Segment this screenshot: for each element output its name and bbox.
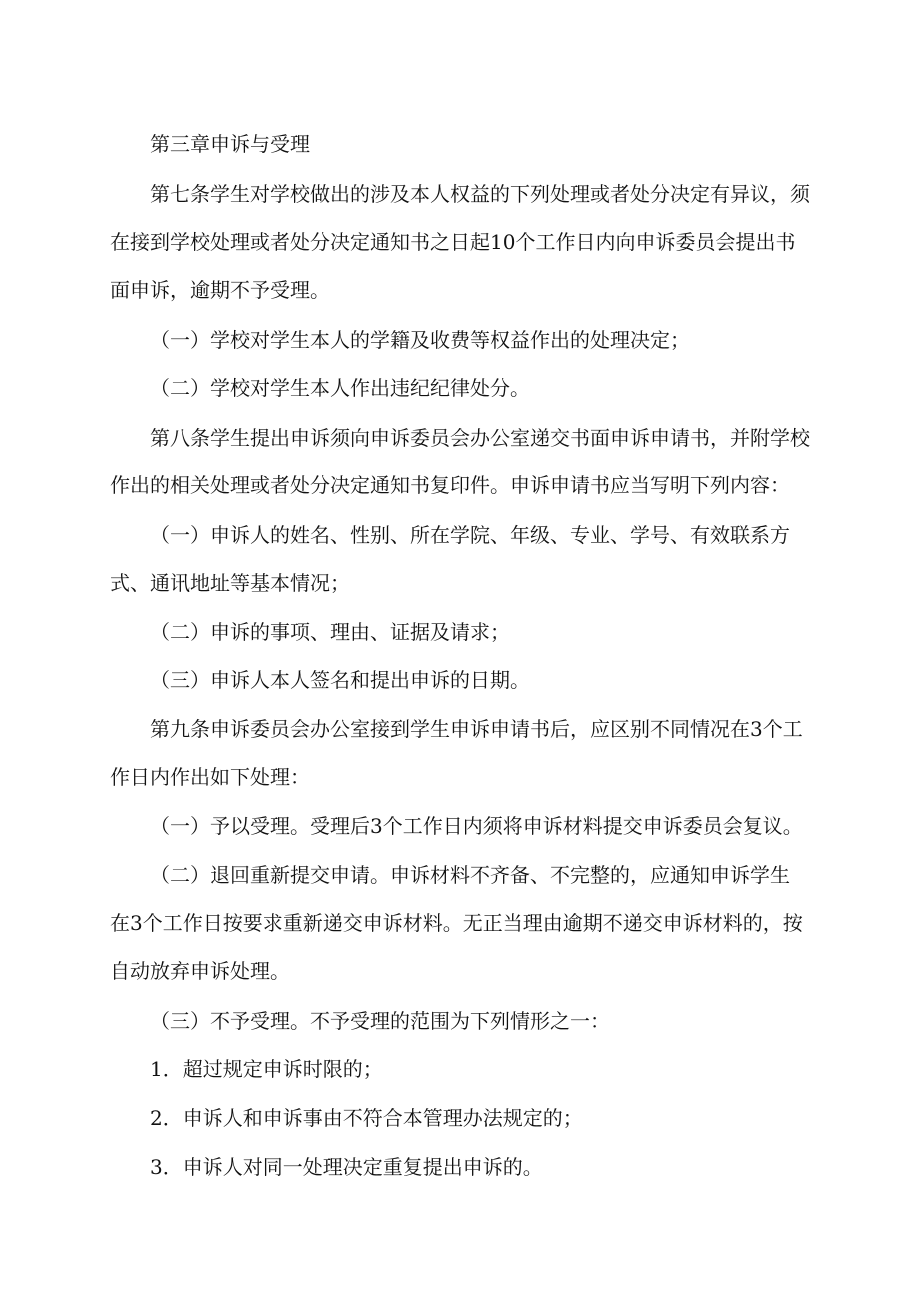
article-8-line-1: 第八条学生提出申诉须向申诉委员会办公室递交书面申诉申请书，并附学校 [150,426,810,450]
article-7-line-1: 第七条学生对学校做出的涉及本人权益的下列处理或者处分决定有异议，须 [150,182,810,206]
article-8-item-1-line-2: 式、通讯地址等基本情况； [110,571,350,595]
article-9-line-1: 第九条申诉委员会办公室接到学生申诉申请书后，应区别不同情况在3个工 [150,717,803,741]
article-8-item-2: （二）申诉的事项、理由、证据及请求； [150,620,510,644]
article-9-line-2: 作日内作出如下处理： [110,765,310,789]
article-9-item-1: （一）予以受理。受理后3个工作日内须将申诉材料提交申诉委员会复议。 [150,814,803,838]
sub-item-2: 2．申诉人和申诉事由不符合本管理办法规定的； [150,1106,583,1130]
sub-item-3: 3．申诉人对同一处理决定重复提出申诉的。 [150,1155,543,1179]
article-9-item-2-line-2: 在3个工作日按要求重新递交申诉材料。无正当理由逾期不递交申诉材料的，按 [110,911,803,935]
sub-item-1: 1．超过规定申诉时限的； [150,1057,383,1081]
article-7-line-3: 面申诉，逾期不予受理。 [110,278,330,302]
article-7-item-2: （二）学校对学生本人作出违纪纪律处分。 [150,376,530,400]
article-8-line-2: 作出的相关处理或者处分决定通知书复印件。申诉申请书应当写明下列内容： [110,473,790,497]
article-9-item-3: （三）不予受理。不予受理的范围为下列情形之一： [150,1009,610,1033]
article-7-item-1: （一）学校对学生本人的学籍及收费等权益作出的处理决定； [150,328,690,352]
article-8-item-1-line-1: （一）申诉人的姓名、性别、所在学院、年级、专业、学号、有效联系方 [150,523,790,547]
article-9-item-2-line-1: （二）退回重新提交申请。申诉材料不齐备、不完整的，应通知申诉学生 [150,863,790,887]
article-9-item-2-line-3: 自动放弃申诉处理。 [110,959,290,983]
chapter-heading: 第三章申诉与受理 [150,132,310,156]
article-7-line-2: 在接到学校处理或者处分决定通知书之日起10个工作日内向申诉委员会提出书 [110,230,796,254]
article-8-item-3: （三）申诉人本人签名和提出申诉的日期。 [150,668,530,692]
